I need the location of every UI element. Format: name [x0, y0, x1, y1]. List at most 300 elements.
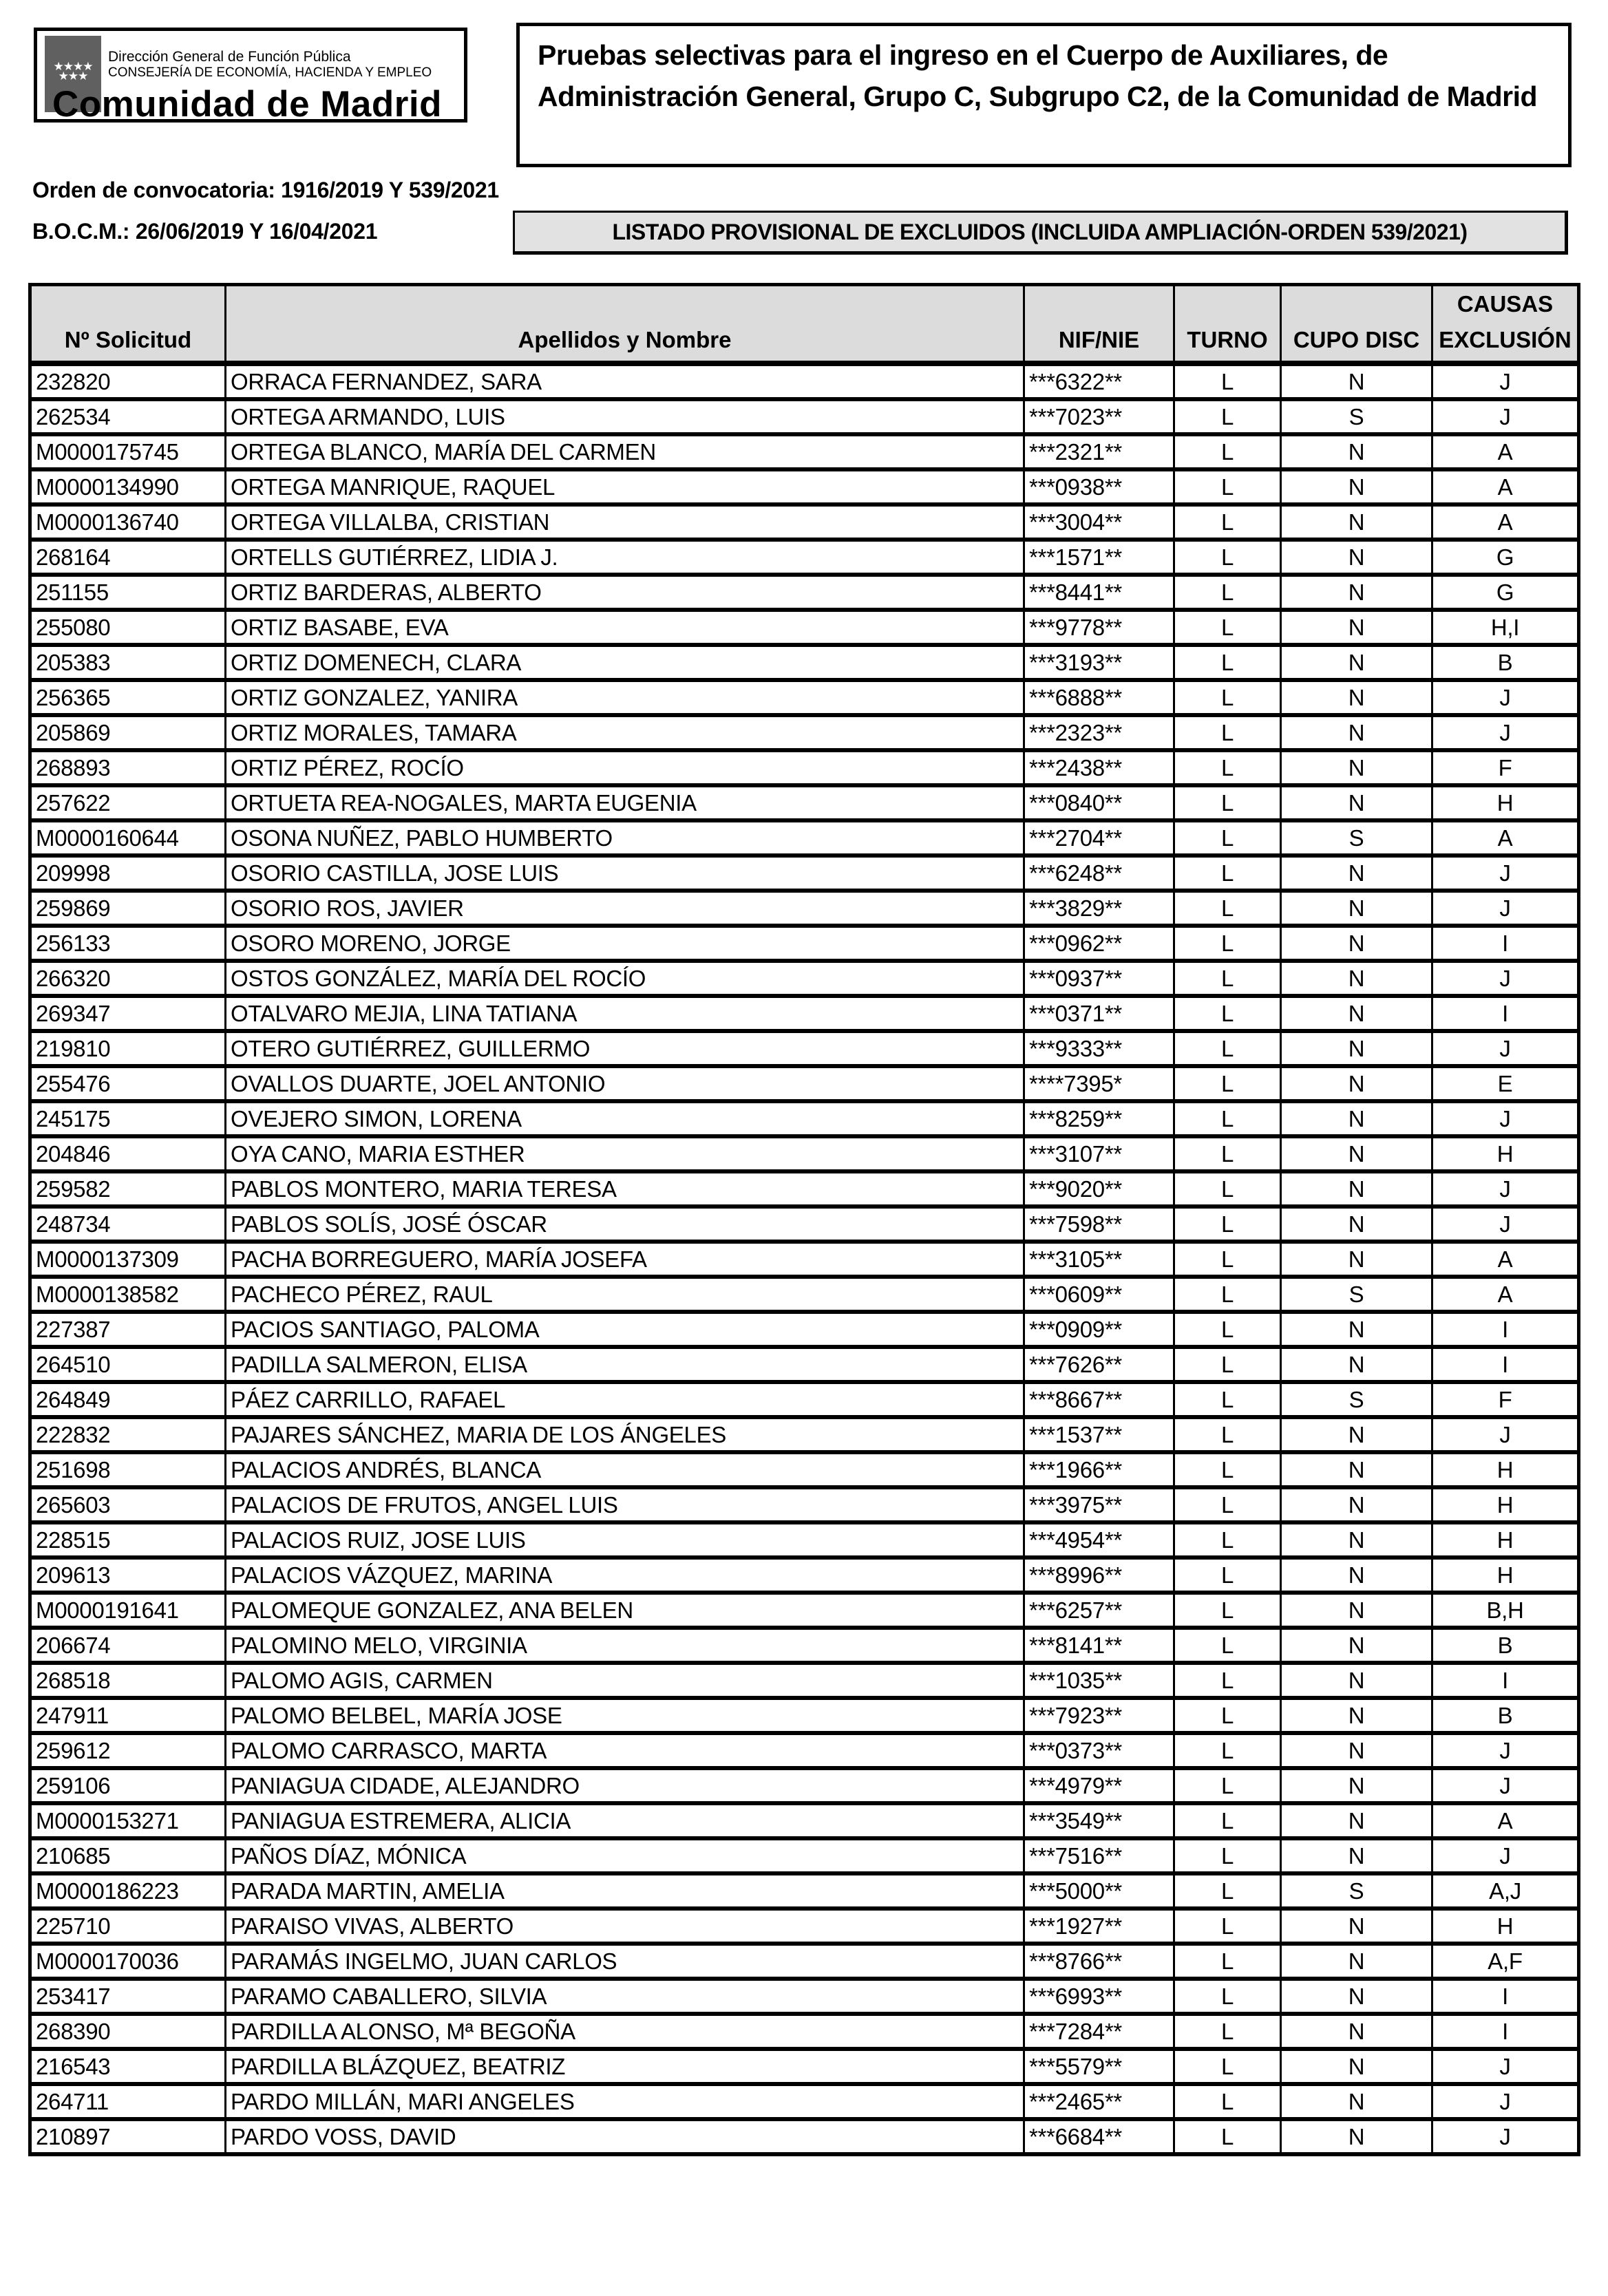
cell-cupo: N [1281, 2014, 1432, 2049]
cell-cupo: N [1281, 715, 1432, 750]
cell-causas: I [1432, 1979, 1579, 2014]
cell-solicitud: 268893 [30, 750, 226, 785]
table-row [30, 2119, 1579, 2154]
cell-nombre: OVEJERO SIMON, LORENA [226, 1101, 1024, 1136]
cell-solicitud: 259612 [30, 1733, 226, 1768]
cell-turno: L [1174, 996, 1281, 1031]
cell-turno: L [1174, 1838, 1281, 1873]
table-row [30, 434, 1579, 469]
cell-cupo: N [1281, 1733, 1432, 1768]
cell-solicitud: 268390 [30, 2014, 226, 2049]
table-row [30, 2014, 1579, 2049]
cell-turno: L [1174, 1663, 1281, 1698]
orden-convocatoria: Orden de convocatoria: 1916/2019 Y 539/2021 [32, 178, 499, 202]
column-header-solicitud: Nº Solicitud [30, 285, 226, 364]
cell-cupo: N [1281, 2119, 1432, 2154]
cell-turno: L [1174, 855, 1281, 891]
cell-solicitud: 228515 [30, 1522, 226, 1558]
cell-causas: A [1432, 820, 1579, 855]
cell-solicitud: 227387 [30, 1312, 226, 1347]
cell-causas: I [1432, 926, 1579, 961]
cell-nombre: PANIAGUA CIDADE, ALEJANDRO [226, 1768, 1024, 1803]
cell-nif: ***1537** [1024, 1417, 1174, 1452]
cell-turno: L [1174, 2119, 1281, 2154]
cell-nif: ***6888** [1024, 680, 1174, 715]
cell-cupo: N [1281, 1663, 1432, 1698]
cell-nif: ***3004** [1024, 504, 1174, 540]
cell-turno: L [1174, 2049, 1281, 2084]
cell-turno: L [1174, 1347, 1281, 1382]
cell-solicitud: M0000137309 [30, 1242, 226, 1277]
cell-solicitud: 248734 [30, 1207, 226, 1242]
cell-cupo: N [1281, 1979, 1432, 2014]
cell-cupo: N [1281, 750, 1432, 785]
cell-nombre: PAJARES SÁNCHEZ, MARIA DE LOS ÁNGELES [226, 1417, 1024, 1452]
cell-nif: ***7598** [1024, 1207, 1174, 1242]
cell-nif: ***8259** [1024, 1101, 1174, 1136]
cell-cupo: N [1281, 785, 1432, 820]
cell-causas: H [1432, 1136, 1579, 1171]
cell-turno: L [1174, 891, 1281, 926]
column-header-causas [1432, 285, 1579, 364]
table-row [30, 926, 1579, 961]
cell-turno: L [1174, 540, 1281, 575]
table-row [30, 1733, 1579, 1768]
cell-solicitud: 259106 [30, 1768, 226, 1803]
table-row [30, 2084, 1579, 2119]
cell-turno: L [1174, 926, 1281, 961]
cell-nif: ***6684** [1024, 2119, 1174, 2154]
cell-nif: ***0373** [1024, 1733, 1174, 1768]
cell-nombre: PARDO MILLÁN, MARI ANGELES [226, 2084, 1024, 2119]
table-row [30, 1277, 1579, 1312]
cell-turno: L [1174, 434, 1281, 469]
cell-causas: B [1432, 1628, 1579, 1663]
cell-nombre: PABLOS MONTERO, MARIA TERESA [226, 1171, 1024, 1207]
table-row [30, 891, 1579, 926]
cell-solicitud: M0000186223 [30, 1873, 226, 1909]
table-row [30, 996, 1579, 1031]
cell-causas: J [1432, 1733, 1579, 1768]
cell-nombre: PARDILLA ALONSO, Mª BEGOÑA [226, 2014, 1024, 2049]
cell-causas: J [1432, 1101, 1579, 1136]
column-header-turno: TURNO [1174, 285, 1281, 364]
cell-solicitud: M0000175745 [30, 434, 226, 469]
table-row [30, 1136, 1579, 1171]
cell-nif: ***0962** [1024, 926, 1174, 961]
cell-cupo: S [1281, 1277, 1432, 1312]
cell-causas: B [1432, 1698, 1579, 1733]
cell-causas: F [1432, 750, 1579, 785]
cell-nif: ***2465** [1024, 2084, 1174, 2119]
cell-turno: L [1174, 1207, 1281, 1242]
cell-nif: ***6993** [1024, 1979, 1174, 2014]
cell-turno: L [1174, 680, 1281, 715]
cell-cupo: N [1281, 363, 1432, 399]
cell-solicitud: 205383 [30, 645, 226, 680]
cell-turno: L [1174, 399, 1281, 434]
cell-nif: ***2321** [1024, 434, 1174, 469]
table-row [30, 1768, 1579, 1803]
cell-cupo: N [1281, 1242, 1432, 1277]
cell-turno: L [1174, 1768, 1281, 1803]
cell-cupo: S [1281, 1382, 1432, 1417]
cell-cupo: N [1281, 961, 1432, 996]
cell-cupo: N [1281, 1347, 1432, 1382]
cell-nif: ***2704** [1024, 820, 1174, 855]
cell-solicitud: M0000170036 [30, 1944, 226, 1979]
cell-turno: L [1174, 1628, 1281, 1663]
cell-solicitud: 210897 [30, 2119, 226, 2154]
table-row [30, 1522, 1579, 1558]
cell-solicitud: 256365 [30, 680, 226, 715]
cell-nif: ***9020** [1024, 1171, 1174, 1207]
cell-causas: H [1432, 1558, 1579, 1593]
table-row [30, 1487, 1579, 1522]
table-row [30, 1031, 1579, 1066]
cell-nif: ***1035** [1024, 1663, 1174, 1698]
cell-solicitud: M0000160644 [30, 820, 226, 855]
cell-nif: ***7626** [1024, 1347, 1174, 1382]
table-header-row [30, 285, 1579, 364]
table-row [30, 1066, 1579, 1101]
cell-nombre: PACIOS SANTIAGO, PALOMA [226, 1312, 1024, 1347]
cell-cupo: N [1281, 1066, 1432, 1101]
cell-nif: ***1966** [1024, 1452, 1174, 1487]
cell-turno: L [1174, 575, 1281, 610]
cell-causas: A [1432, 504, 1579, 540]
cell-cupo: N [1281, 680, 1432, 715]
table-row [30, 1803, 1579, 1838]
column-header-causas-line1: CAUSAS [1457, 291, 1554, 317]
cell-turno: L [1174, 1698, 1281, 1733]
cell-causas: H [1432, 1522, 1579, 1558]
cell-turno: L [1174, 1733, 1281, 1768]
cell-nombre: PALACIOS VÁZQUEZ, MARINA [226, 1558, 1024, 1593]
cell-causas: J [1432, 1768, 1579, 1803]
cell-cupo: N [1281, 1136, 1432, 1171]
cell-nombre: PARDO VOSS, DAVID [226, 2119, 1024, 2154]
cell-solicitud: 265603 [30, 1487, 226, 1522]
cell-turno: L [1174, 1522, 1281, 1558]
cell-causas: A [1432, 469, 1579, 504]
bocm-dates: B.O.C.M.: 26/06/2019 Y 16/04/2021 [32, 219, 378, 244]
cell-nombre: PABLOS SOLÍS, JOSÉ ÓSCAR [226, 1207, 1024, 1242]
cell-nif: ***0937** [1024, 961, 1174, 996]
cell-causas: J [1432, 1838, 1579, 1873]
table-row [30, 750, 1579, 785]
institution-logo [34, 28, 467, 123]
cell-causas: J [1432, 855, 1579, 891]
cell-solicitud: 205869 [30, 715, 226, 750]
cell-causas: J [1432, 399, 1579, 434]
cell-cupo: N [1281, 645, 1432, 680]
cell-turno: L [1174, 1487, 1281, 1522]
cell-causas: J [1432, 1031, 1579, 1066]
cell-causas: A,F [1432, 1944, 1579, 1979]
cell-solicitud: 255080 [30, 610, 226, 645]
cell-nif: ***3975** [1024, 1487, 1174, 1522]
cell-turno: L [1174, 1066, 1281, 1101]
cell-causas: A [1432, 434, 1579, 469]
cell-turno: L [1174, 1909, 1281, 1944]
cell-turno: L [1174, 1979, 1281, 2014]
cell-causas: H [1432, 1909, 1579, 1944]
cell-causas: J [1432, 2049, 1579, 2084]
cell-cupo: N [1281, 1803, 1432, 1838]
cell-causas: G [1432, 575, 1579, 610]
cell-cupo: N [1281, 1207, 1432, 1242]
table-row [30, 1171, 1579, 1207]
cell-cupo: N [1281, 1944, 1432, 1979]
cell-cupo: N [1281, 891, 1432, 926]
cell-solicitud: 245175 [30, 1101, 226, 1136]
cell-nombre: ORTIZ BARDERAS, ALBERTO [226, 575, 1024, 610]
cell-nombre: PAÑOS DÍAZ, MÓNICA [226, 1838, 1024, 1873]
cell-solicitud: 264849 [30, 1382, 226, 1417]
table-row [30, 961, 1579, 996]
table-row [30, 610, 1579, 645]
cell-cupo: N [1281, 1312, 1432, 1347]
cell-nif: ***3829** [1024, 891, 1174, 926]
cell-causas: J [1432, 1171, 1579, 1207]
table-row [30, 1347, 1579, 1382]
cell-turno: L [1174, 2014, 1281, 2049]
cell-causas: I [1432, 1312, 1579, 1347]
cell-nombre: ORTUETA REA-NOGALES, MARTA EUGENIA [226, 785, 1024, 820]
table-row [30, 1101, 1579, 1136]
cell-causas: A [1432, 1277, 1579, 1312]
cell-cupo: N [1281, 1487, 1432, 1522]
cell-solicitud: 269347 [30, 996, 226, 1031]
table-row [30, 785, 1579, 820]
cell-cupo: S [1281, 820, 1432, 855]
cell-cupo: N [1281, 540, 1432, 575]
cell-turno: L [1174, 785, 1281, 820]
cell-cupo: N [1281, 1909, 1432, 1944]
cell-cupo: N [1281, 610, 1432, 645]
cell-causas: H,I [1432, 610, 1579, 645]
cell-cupo: N [1281, 504, 1432, 540]
cell-nombre: PARAMÁS INGELMO, JUAN CARLOS [226, 1944, 1024, 1979]
cell-nombre: PALOMO AGIS, CARMEN [226, 1663, 1024, 1698]
cell-cupo: N [1281, 434, 1432, 469]
cell-nombre: ORTEGA ARMANDO, LUIS [226, 399, 1024, 434]
cell-solicitud: 264711 [30, 2084, 226, 2119]
cell-cupo: N [1281, 2049, 1432, 2084]
column-header-causas-line2: EXCLUSIÓN [1439, 327, 1572, 352]
table-row [30, 1417, 1579, 1452]
cell-solicitud: 253417 [30, 1979, 226, 2014]
table-row [30, 1944, 1579, 1979]
cell-solicitud: 256133 [30, 926, 226, 961]
cell-nif: ***7923** [1024, 1698, 1174, 1733]
cell-cupo: N [1281, 1628, 1432, 1663]
table-row [30, 2049, 1579, 2084]
cell-turno: L [1174, 820, 1281, 855]
cell-cupo: N [1281, 1522, 1432, 1558]
table-row [30, 1873, 1579, 1909]
logo-ministry: CONSEJERÍA DE ECONOMÍA, HACIENDA Y EMPLEO [108, 65, 432, 80]
table-row [30, 1382, 1579, 1417]
table-row [30, 645, 1579, 680]
cell-causas: I [1432, 1663, 1579, 1698]
cell-nif: ***9778** [1024, 610, 1174, 645]
cell-solicitud: 259869 [30, 891, 226, 926]
stars-group [47, 62, 98, 81]
cell-turno: L [1174, 610, 1281, 645]
table-row [30, 715, 1579, 750]
cell-causas: J [1432, 715, 1579, 750]
table-body [30, 363, 1579, 2154]
cell-turno: L [1174, 1873, 1281, 1909]
cell-nombre: OSORIO CASTILLA, JOSE LUIS [226, 855, 1024, 891]
cell-nif: ***8667** [1024, 1382, 1174, 1417]
cell-solicitud: 259582 [30, 1171, 226, 1207]
column-header-nombre: Apellidos y Nombre [226, 285, 1024, 364]
cell-turno: L [1174, 1452, 1281, 1487]
cell-cupo: N [1281, 1417, 1432, 1452]
cell-nif: ***3105** [1024, 1242, 1174, 1277]
cell-solicitud: M0000153271 [30, 1803, 226, 1838]
table-row [30, 1628, 1579, 1663]
cell-cupo: S [1281, 399, 1432, 434]
cell-turno: L [1174, 1417, 1281, 1452]
cell-solicitud: 255476 [30, 1066, 226, 1101]
cell-nombre: OTERO GUTIÉRREZ, GUILLERMO [226, 1031, 1024, 1066]
cell-causas: I [1432, 1347, 1579, 1382]
cell-nombre: OSTOS GONZÁLEZ, MARÍA DEL ROCÍO [226, 961, 1024, 996]
cell-solicitud: 209613 [30, 1558, 226, 1593]
table-row [30, 540, 1579, 575]
cell-causas: B,H [1432, 1593, 1579, 1628]
cell-nombre: PADILLA SALMERON, ELISA [226, 1347, 1024, 1382]
cell-causas: B [1432, 645, 1579, 680]
cell-cupo: N [1281, 1768, 1432, 1803]
cell-nombre: PARAISO VIVAS, ALBERTO [226, 1909, 1024, 1944]
cell-nombre: PALACIOS ANDRÉS, BLANCA [226, 1452, 1024, 1487]
cell-solicitud: M0000138582 [30, 1277, 226, 1312]
cell-nif: ***6257** [1024, 1593, 1174, 1628]
cell-nif: ***9333** [1024, 1031, 1174, 1066]
cell-causas: H [1432, 1452, 1579, 1487]
stars-row-bottom: ★★★ [58, 70, 88, 83]
cell-nombre: PÁEZ CARRILLO, RAFAEL [226, 1382, 1024, 1417]
cell-nif: ***4954** [1024, 1522, 1174, 1558]
cell-cupo: N [1281, 1101, 1432, 1136]
cell-turno: L [1174, 645, 1281, 680]
cell-causas: G [1432, 540, 1579, 575]
cell-causas: A [1432, 1242, 1579, 1277]
cell-solicitud: 257622 [30, 785, 226, 820]
cell-nombre: ORTEGA BLANCO, MARÍA DEL CARMEN [226, 434, 1024, 469]
cell-nombre: PACHECO PÉREZ, RAUL [226, 1277, 1024, 1312]
cell-nif: ***0938** [1024, 469, 1174, 504]
cell-solicitud: 206674 [30, 1628, 226, 1663]
cell-cupo: N [1281, 1031, 1432, 1066]
cell-cupo: N [1281, 996, 1432, 1031]
cell-nif: ***5579** [1024, 2049, 1174, 2084]
excluded-list-table [28, 283, 1580, 2156]
cell-nif: ***0371** [1024, 996, 1174, 1031]
cell-nif: ***8141** [1024, 1628, 1174, 1663]
cell-cupo: N [1281, 2084, 1432, 2119]
cell-cupo: N [1281, 575, 1432, 610]
cell-causas: E [1432, 1066, 1579, 1101]
cell-causas: J [1432, 363, 1579, 399]
cell-nombre: ORTEGA VILLALBA, CRISTIAN [226, 504, 1024, 540]
cell-nif: ***5000** [1024, 1873, 1174, 1909]
cell-solicitud: 225710 [30, 1909, 226, 1944]
cell-turno: L [1174, 961, 1281, 996]
cell-causas: I [1432, 2014, 1579, 2049]
cell-causas: J [1432, 961, 1579, 996]
cell-solicitud: 209998 [30, 855, 226, 891]
table-row [30, 399, 1579, 434]
table-row [30, 1663, 1579, 1698]
cell-nif: ***0609** [1024, 1277, 1174, 1312]
cell-solicitud: 219810 [30, 1031, 226, 1066]
cell-nif: ***8441** [1024, 575, 1174, 610]
cell-turno: L [1174, 1136, 1281, 1171]
cell-cupo: N [1281, 1452, 1432, 1487]
cell-turno: L [1174, 1171, 1281, 1207]
cell-causas: I [1432, 996, 1579, 1031]
cell-solicitud: 264510 [30, 1347, 226, 1382]
table-row [30, 855, 1579, 891]
cell-turno: L [1174, 1031, 1281, 1066]
cell-nif: ***8996** [1024, 1558, 1174, 1593]
cell-nombre: PARADA MARTIN, AMELIA [226, 1873, 1024, 1909]
table-row [30, 1698, 1579, 1733]
cell-solicitud: M0000136740 [30, 504, 226, 540]
cell-nombre: ORTIZ PÉREZ, ROCÍO [226, 750, 1024, 785]
cell-solicitud: 268518 [30, 1663, 226, 1698]
cell-causas: J [1432, 2119, 1579, 2154]
cell-solicitud: 232820 [30, 363, 226, 399]
cell-nombre: OTALVARO MEJIA, LINA TATIANA [226, 996, 1024, 1031]
cell-nombre: ORRACA FERNANDEZ, SARA [226, 363, 1024, 399]
table-row [30, 680, 1579, 715]
cell-turno: L [1174, 2084, 1281, 2119]
cell-nif: ***0840** [1024, 785, 1174, 820]
cell-turno: L [1174, 363, 1281, 399]
cell-causas: A [1432, 1803, 1579, 1838]
cell-turno: L [1174, 504, 1281, 540]
cell-nif: ***3549** [1024, 1803, 1174, 1838]
cell-nif: ***1927** [1024, 1909, 1174, 1944]
cell-cupo: N [1281, 855, 1432, 891]
cell-nombre: ORTELLS GUTIÉRREZ, LIDIA J. [226, 540, 1024, 575]
cell-solicitud: 216543 [30, 2049, 226, 2084]
cell-solicitud: 204846 [30, 1136, 226, 1171]
table-row [30, 1558, 1579, 1593]
cell-causas: J [1432, 1207, 1579, 1242]
document-title: Pruebas selectivas para el ingreso en el Cuerpo de Auxiliares, de Administración General, Grupo C, Subgrupo C2, de la Comunidad de Madrid [516, 23, 1572, 167]
table-row [30, 1312, 1579, 1347]
cell-nif: ***1571** [1024, 540, 1174, 575]
table-row [30, 1452, 1579, 1487]
cell-nombre: OVALLOS DUARTE, JOEL ANTONIO [226, 1066, 1024, 1101]
cell-nif: ***6322** [1024, 363, 1174, 399]
cell-cupo: N [1281, 1838, 1432, 1873]
cell-nombre: PACHA BORREGUERO, MARÍA JOSEFA [226, 1242, 1024, 1277]
cell-solicitud: 247911 [30, 1698, 226, 1733]
stars-row-top: ★★★★ [53, 60, 93, 73]
cell-solicitud: 251698 [30, 1452, 226, 1487]
cell-causas: J [1432, 2084, 1579, 2119]
cell-nombre: ORTIZ MORALES, TAMARA [226, 715, 1024, 750]
